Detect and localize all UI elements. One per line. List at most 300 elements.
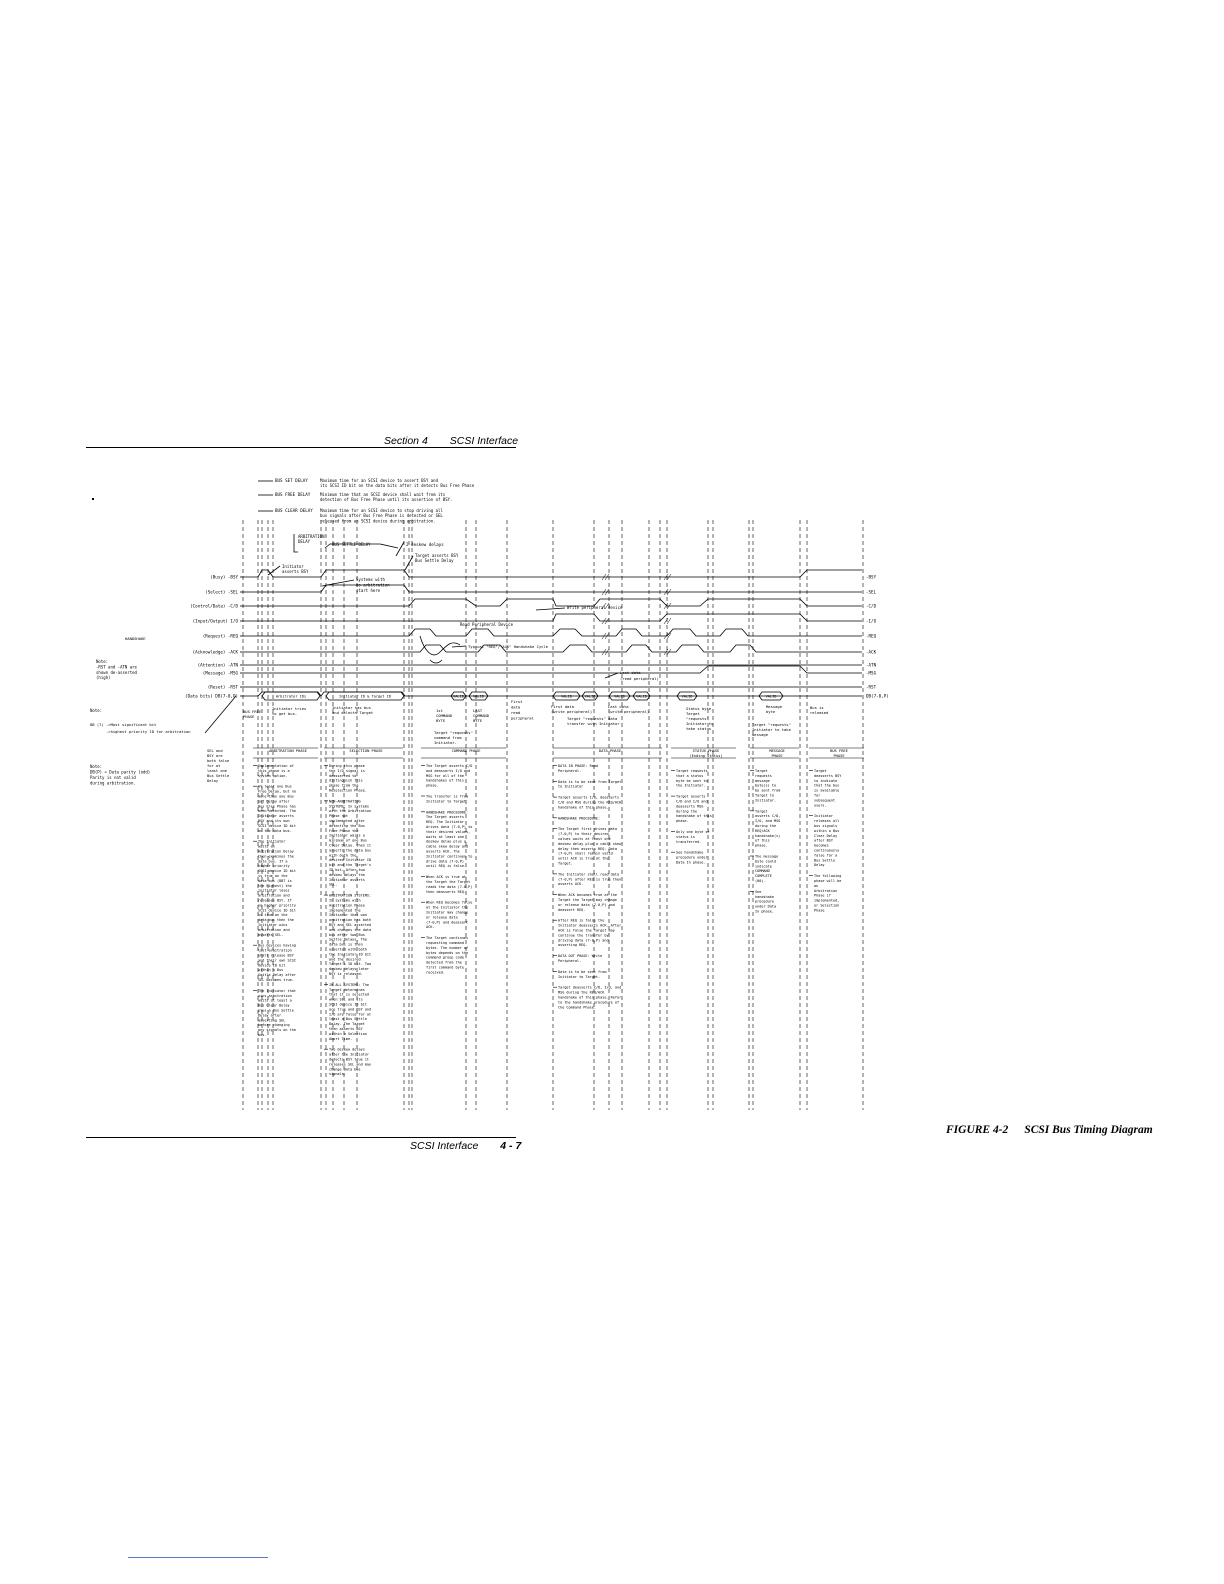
phase-text: driving data (7-0,P) and [558,938,609,943]
phase-text: Target [755,769,768,773]
target-requests-command-label: command from [434,735,462,740]
phase-title: ARBITRATION PHASE [269,749,307,753]
phase-text: desired Initiator ID [329,858,372,863]
phase-text: REQ/ACK [755,828,770,833]
systems-with-label: start here [356,588,381,593]
first-data-read-label: First [511,699,523,704]
phase-text: asserts the data bus [329,848,372,853]
phase-text: (00). [755,879,766,883]
phase-text: first command byte [426,965,464,970]
phase-text: DATA IN PHASE: Read [558,764,599,768]
phase-text: device ID bit [258,963,286,968]
phase-text: during the [755,824,777,828]
phase-text: deskew delays the [329,872,365,877]
valid-cell-label: VALID [614,694,625,699]
phase-text: Data is to be sent from Target [558,779,622,784]
phase-text: received. [426,970,445,975]
last-data-write-label: (write peripheral) [608,709,650,714]
phase-text: phase will be [814,879,842,883]
initiator-tries-label: to get bus. [272,711,298,716]
phase-text: See handshake [676,850,704,855]
phase-text: at the Initiator the [426,905,469,910]
phase-text: releases BSY. If [258,898,292,903]
phase-text: data bus (DB7 is [258,878,292,883]
bus-free-phase-label: BUS FREE [243,709,262,714]
phase-text: Set Delay after [258,799,290,804]
signal-name: (Acknowledge) -ACK [192,649,238,655]
phase-text: The Initiator [258,839,286,844]
phase-text: an [814,883,819,888]
initiator-asserts-label: Initiator [282,564,304,569]
phase-text: within a Bus [814,828,840,833]
footnote-rule [128,1557,268,1558]
phase-text: deasserted to [329,773,357,778]
phase-text: When ACK is true at [426,875,467,880]
phase-text: SCSI device ID bit [258,869,296,874]
phase-text: then examines the [258,854,294,859]
leader [268,566,280,575]
phase-text: reads the data (7-0,P) [426,884,473,889]
phase-text: data bus. If a [258,859,288,864]
phase-text: or release data [426,915,458,920]
target-requests-message-label: Initiator to take [752,727,791,732]
phase-text: asserting REQ. [558,943,588,948]
phase-note: least one [207,769,227,773]
phase-text: bytes. The number of [426,945,469,950]
phase-title: BUS FREE [830,749,848,753]
phase-title: DATA PHASE [598,749,622,753]
signal-name-right: -REQ [866,633,877,639]
phase-text: Initiator to Target. [558,974,601,979]
timing-note-text: its SCSI ID bit on the data bits after it detects Bus Free Phase [320,483,475,489]
status-byte-label: Target [686,711,700,716]
phase-text: deskew delays later [329,967,370,972]
phase-text: distinguish this [329,778,363,783]
page-number: 4 - 7 [500,1140,522,1152]
phase-text: BSY is released. [329,972,363,976]
message-byte-label: byte [766,709,776,714]
phase-text: byte be sent to [676,778,708,783]
signal-name-right: -ACK [866,649,877,655]
phase-text: to Initiator [558,784,584,789]
db-note-line: DB (7) ->Most significant bit [90,722,157,727]
initiator-has-bus-label: Initiator has bus [332,705,371,710]
phase-text: NON-ARBITRATING [329,799,361,804]
phase-text: least a Bus Settle [329,1017,367,1022]
initiator-asserts-label: asserts BSY [282,569,309,574]
parity-note: Note: [90,764,103,769]
phase-text: The Target asserts [426,815,464,820]
phase-text: arbitration and [258,927,290,932]
signal-name-right: -C/D [866,603,877,609]
signal-name-right: -I/O [866,618,877,624]
phase-text: to the handshake procedure of [558,1000,620,1005]
parity-note: during arbitration. [90,780,136,786]
phase-text: with both the [329,853,357,858]
leader [205,696,236,733]
phase-text: and the desired [329,957,361,962]
valid-cell-label: VALID [473,694,484,699]
phase-title: PHASE [833,754,845,758]
break-mark [664,618,671,624]
phase-text: been detected. The [258,809,296,814]
phase-text: deasserts MSG [676,804,704,809]
phase-text: phase. [755,843,768,848]
status-byte-label: Status byte [686,706,712,711]
phase-text: is true on the [258,913,288,918]
phase-text: After REQ is false the [558,918,605,923]
phase-text: lost arbitration [258,948,292,953]
phase-text: before changing [258,1023,290,1028]
phase-title: (Ending Status) [689,754,723,758]
phase-text: Target requests [676,769,708,773]
phase-text: deassert REQ. [558,907,586,912]
phase-text: BSY and its own [258,819,290,823]
phase-text: Initiator. [755,798,777,803]
typical-handshake-label: Typical "REQ"/"ACK" Handshake Cycle [468,644,549,649]
phase-text: Initiator waits a [329,833,365,838]
phase-text: Bus Free Phase has [258,804,296,809]
phase-text: is available [814,788,840,793]
phase-text: BSY and SEL asserted [329,923,372,927]
phase-title: MESSAGE [769,749,785,753]
phase-text: until ACK is true at the [558,856,609,861]
phase-text: delay then asserts REQ. Data [558,846,618,851]
signal-name-right: -BSY [866,574,877,580]
phase-text: Initiator asserts [329,877,365,882]
phase-text: bytes depends on the [426,950,469,955]
phase-text: that the bus [814,783,840,788]
phase-text: When REQ becomes false [426,900,473,905]
phase-text: within a Selection [329,1031,367,1036]
phase-text: for [814,793,821,798]
phase-text: Abort Time. [329,1036,353,1041]
phase-text: cable skew delay and [426,844,469,849]
phase-text: ACK. [426,925,435,930]
timing-note-text: bus signals after Bus Free Phase is detected or SEL [320,513,443,519]
phase-text: asserts SEL. [258,932,284,937]
rst-atn-note: Note: [96,659,109,664]
phase-text: Bus Settle [814,858,836,863]
message-byte-label: Message [766,704,783,709]
target-requests-command-label: Target "requests" [434,730,473,735]
phase-text: system option. [258,773,288,778]
phase-text: implemented the [329,908,361,913]
phase-title: COMMAND PHASE [451,749,481,753]
signal-name: (Select) -SEL [205,589,238,595]
phase-text: Target's ID bit. Two [329,962,372,967]
phase-text: deskew delay plus a cable skew [558,841,622,846]
parity-note: DB(P) = Data parity (odd) [90,769,151,775]
phase-text: In phase. [755,909,774,914]
timing-note-text: Maximum time for an SCSI device to assert BSY and [320,478,439,483]
phase-text: asserts ACK. [558,882,584,887]
phase-text: procedure under [676,855,708,860]
phase-text: Target to [755,793,774,798]
initiator-has-bus-label: and selects Target [332,710,374,715]
phase-text: their desired values, [426,829,471,834]
signal-name: (Reset) -RST [207,684,238,690]
last-command-byte-label: LAST [473,708,483,713]
signal-name: (Data bits) DB(7-0,P) [185,693,238,699]
phase-title: STATUS PHASE [692,749,720,753]
phase-text: and deasserts I/O and [426,768,471,773]
last-command-byte-label: BYTE [473,718,483,723]
phase-text: During this phase [329,764,365,768]
phase-text: after BSY [814,838,833,843]
phase-note: Delay [207,779,219,783]
phase-text: asserts C/D, [755,814,781,819]
figure-title: SCSI Bus Timing Diagram [1024,1124,1153,1136]
valid-cell-label: VALID [561,694,572,699]
target-requests-command-label: Initiator. [434,740,457,745]
figure-caption [946,1124,1153,1136]
phase-text: drive data (7-0,P) [426,859,464,864]
phase-text: users. [814,803,827,808]
bus-free-phase-label: PHASE [243,714,255,719]
phase-text: handshake of this [676,814,712,819]
phase-text: during the [676,809,698,814]
phase-text: status is [676,834,695,839]
timing-note-label: BUS FREE DELAY [275,492,311,497]
section-title: SCSI Interface [449,435,519,447]
signal-name: (Message) -MSG [202,670,238,676]
signal-name-right: -ATN [866,662,877,668]
arbitration-delay-label: ARBITRATION [298,534,325,539]
phase-text: or release data (7-0,P) and [558,902,615,907]
phase-text: procedure [755,899,774,904]
parity-note: Parity is not valid [90,775,136,780]
phase-text: waits at least one [426,834,464,839]
status-byte-label: take status [686,726,712,731]
phase-text: command group code [426,955,464,960]
target-requests-message-label: Target "requests" [752,722,791,727]
phase-text: SEL becomes true. [258,978,294,982]
phase-text: SCSI device ID bit [329,1002,367,1007]
first-command-byte-label: COMMAND [436,713,453,718]
phase-text: handshake of this phase. [558,805,609,810]
phase-text: minimum of one Bus [329,838,367,843]
phase-text: Initiator deasserts ACK. After [558,923,622,928]
handshake-label: HANDSHAKE [125,636,146,641]
signal-name-right: -SEL [866,589,877,595]
read-peripheral-label: Read Peripheral Device [460,622,513,627]
phase-text: phase from the [329,783,359,788]
phase-text: of this [755,838,770,843]
phase-text: the Initiator ID bit [329,952,372,957]
first-data-read-label: data [511,704,521,710]
phase-text: be sent from [755,788,781,793]
phase-text: that it is selected [329,992,370,997]
footer-title: SCSI Interface [410,1140,479,1152]
valid-cell-label: VALID [453,694,464,699]
phase-text: MSG for all of the [426,773,464,778]
phase-text: any signals on the [258,1028,296,1033]
phase-text: waits an [258,844,275,849]
timing-note-label: BUS CLEAR DELAY [275,508,313,513]
phase-text: COMMAND [755,869,770,874]
phase-text: handshake of this phase. Refer [558,995,622,1000]
status-byte-label: "requests" [686,716,709,721]
phase-text: Only one byte of [676,830,710,834]
signal-name: (Busy) -BSY [210,574,238,580]
phase-text: Target [814,769,827,773]
phase-text: under Data [755,904,777,909]
phase-text: higher priority [258,864,290,869]
first-command-byte-label: 1st [436,708,443,713]
phase-note: BSY are [207,754,223,758]
phase-text: Clear Delay. Then it [329,843,372,848]
phase-text: See [755,889,762,894]
phase-text: asserts ACK. The [426,849,460,854]
phase-text: the Initiator. [676,783,706,788]
arbitration-delay-label: DELAY [298,539,311,544]
first-data-write-label: (write peripheral) [551,709,593,714]
phase-text: arbitration and [258,893,290,898]
phase-text: Free Phase the [329,828,359,833]
first-data-write-label: First data [551,704,574,709]
phase-text: Peripheral. [558,959,582,963]
phase-text: handshake(s) [755,833,781,838]
initiator-target-id-cell-label: Initiator ID & Target ID [339,694,391,699]
timing-note-text: Maximum time for an SCSI device to stop driving all [320,508,443,513]
phase-text: The transfer is from [426,794,469,799]
phase-text: plus a Bus Settle [258,1008,294,1013]
leader [536,608,565,610]
timing-note-text: Minimum time that an SCSI device shall wait from its [320,492,446,497]
phase-text: (7-0,P) after REQ is true then [558,877,622,882]
phase-text: data bus is then [329,942,363,947]
phase-note: Bus Settle [207,774,230,778]
phase-text: DATA OUT PHASE: Write [558,954,603,959]
phase-text: deskew delay plus a [426,839,467,844]
phase-text: ARBITRATION SYSTEMS: [329,893,372,898]
phase-text: false for a [814,853,838,858]
phase-text: and their own SCSI [258,958,296,963]
phase-text: Arbitration [814,888,838,893]
phase-text: continue the transfer by [558,933,609,938]
phase-text: The following [814,874,842,879]
phase-text: bus signals [814,824,838,828]
phase-text: Initiator wins [258,923,288,927]
phase-text: Settle Delays. The [329,937,367,942]
phase-text: message [755,778,770,783]
phase-text: detects BSY true it [329,1057,370,1062]
phase-text: SCSI device ID bit [258,823,296,828]
phase-text: are true and BSY and [329,1007,372,1012]
phase-text: (7-0,P) to their desired [558,832,609,837]
phase-text: Clear Delay [814,833,838,838]
phase-text: COMPLETE [755,874,772,879]
phase-text: phase. [676,819,689,824]
phase-text: (7-0,P) and deassert [426,920,469,925]
phase-title: PHASE [771,754,783,758]
phase-note: for at [207,764,221,768]
phase-text: (7-0,P) shall remain valid [558,851,613,856]
phase-text: I/O, and MSG [755,819,781,824]
signal-name: (Input/Output) I/O [192,618,238,624]
phase-text: bus. [258,1033,267,1037]
phase-text: Target asserts [676,794,706,799]
phase-text: drives data (7-0,P) to [426,825,473,829]
phase-text: detected from the [426,960,462,965]
signal-name: (Control/Data) -C/D [190,603,238,609]
phase-text: HANDSHAKE PROCEDURE: [426,810,469,815]
phase-text: on the data bus. [258,828,292,833]
phase-text: HANDSHAKE PROCEDURE: [558,816,601,821]
phase-text: C/D and MSG during the REQ/ACK [558,800,622,805]
phase-title: SELECTION PHASE [349,749,383,753]
phase-text: to indicate [814,778,838,783]
phase-text: and changes the data [329,927,372,932]
phase-text: In systems with [329,898,361,903]
signal-name-right: DB(7-0,P) [866,693,889,699]
leader [396,542,404,556]
phase-text: SEL. [329,882,338,887]
systems-with-label: Systems with [356,577,385,582]
phase-text: Target. [558,861,573,866]
target-asserts-label: Target asserts BSY [415,553,459,558]
phase-text: REQ. The Initiator [426,820,464,825]
phase-text: signals. [329,1072,346,1077]
phase-text: indicate [755,864,772,869]
phase-text: Target [755,809,768,814]
phase-text: Phase [814,908,825,913]
first-data-read-label: peripheral [511,715,534,721]
phase-text: The Initiator that [258,988,296,993]
phase-text: Peripheral. [558,768,582,773]
systems-with-label: no arbitration [356,582,390,588]
phase-text: within a Bus [258,968,284,973]
first-data-read-label: read [511,710,521,715]
leader [380,544,398,548]
deskew-label: 2 deskew delays [406,542,444,547]
figure-number: FIGURE 4-2 [946,1124,1009,1136]
section-label: Section 4 [384,435,428,447]
handshake-loop [430,660,442,663]
rst-atn-note: shown de-asserted [96,669,137,675]
phase-text: deasserts BSY [814,773,842,778]
phase-text: data bus then the [258,918,294,923]
phase-text: Two deskew delays [329,1047,365,1052]
phase-text: this phase is a [258,768,290,773]
phase-text: Bus devices having [258,943,296,948]
phase-text: Phase if [814,893,831,898]
phase-text: Target asserts I/O, deasserts [558,795,620,800]
phase-text: initiator loses [258,888,290,893]
rst-atn-note: -RST and -ATN are [96,664,137,670]
phase-text: Delay after [258,1013,282,1018]
last-data-read-label: Last data [620,670,641,675]
target-requests-message-label: message [752,732,769,737]
phase-text: after the Initiator [329,1052,370,1057]
signal-name-right: -RST [866,684,877,690]
phase-text: transferred. [676,839,702,844]
timing-note-text: released from an SCSI device during arbitration. [320,518,436,524]
phase-text: requesting command [426,941,464,945]
phase-text: values waits at least one [558,837,611,841]
phase-text: Target the Target may change [558,898,618,902]
phase-text: At least one Bus [258,784,292,789]
phase-text: Target determines [329,987,365,992]
phase-text: implemented after [329,819,365,823]
phase-text: releases all [814,819,840,824]
phase-text: byte could [755,859,777,864]
phase-text: with the Arbitration [329,809,372,814]
valid-cell-label: VALID [765,694,777,699]
phase-text: Initiator to Target [426,799,467,804]
phase-text: Initiator [814,814,833,819]
